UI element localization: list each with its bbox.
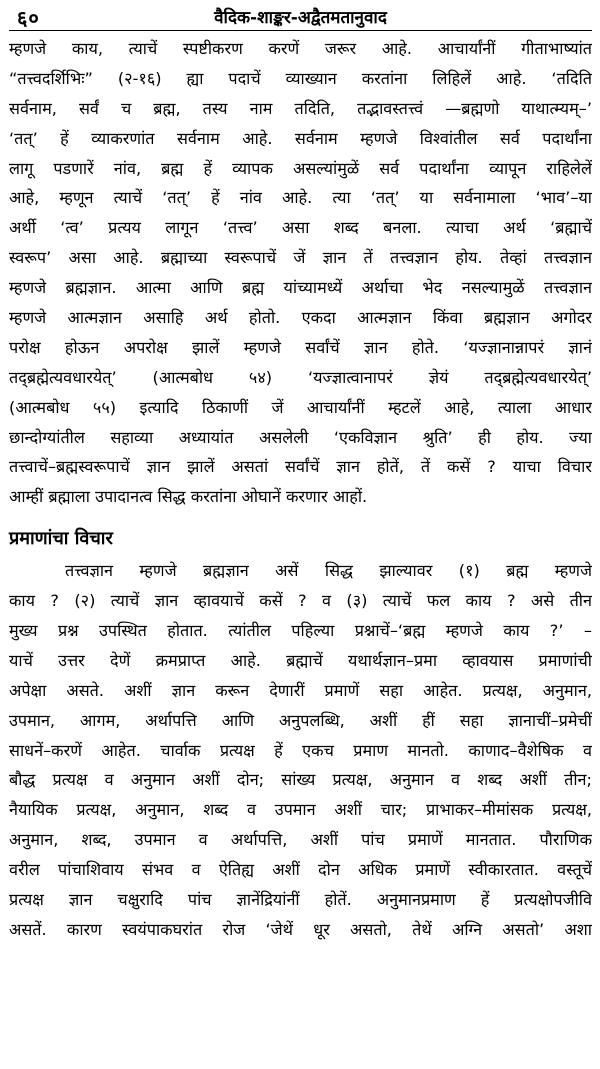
text-line: सर्वनाम, सर्वं च ब्रह्म, तस्य नाम तदिति, तद्भावस्तत्त्वं —ब्रह्मणो याथात्म्यम्–’ <box>9 98 592 118</box>
intro-paragraph <box>9 34 592 512</box>
text-line: “तत्त्वदर्शिभिः” (२-१६) ह्या पदाचें व्याख्यान करतांना लिहिलें आहे. ‘तदिति <box>9 68 592 88</box>
page-number: ६० <box>17 6 40 30</box>
running-title: वैदिक-शाङ्कर-अद्वैतमतानुवाद <box>214 8 387 28</box>
text-line: तत्त्वज्ञान म्हणजे ब्रह्मज्ञान असें सिद्ध झाल्यावर (१) ब्रह्म म्हणजे <box>65 561 592 581</box>
text-line: वरील पांचाशिवाय संभव व ऐतिह्य अशीं दोन अधिक प्रमाणें स्वीकारतात. वस्तूचें <box>9 860 592 880</box>
text-line: अनुमान, शब्द, उपमान व अर्थापत्ति, अशीं पांच प्रमाणें मानतात. पौराणिक <box>9 830 592 850</box>
text-line: (आत्मबोध ५५) इत्यादि ठिकाणीं जें आचार्यांनीं म्हटलें आहे, त्याला आधार <box>9 397 592 417</box>
text-line: तद्ब्रह्मेत्यवधारयेत्’ (आत्मबोध ५४) ‘यज्ज्ञात्वानापरं ज्ञेयं तद्ब्रह्मेत्यवधारयेत्’ <box>9 367 592 387</box>
text-line: म्हणजे आत्मज्ञान असाहि अर्थ होतो. एकदा आत्मज्ञान किंवा ब्रह्मज्ञान अगोदर <box>9 308 592 328</box>
text-line: ‘तत्’ हें व्याकरणांत सर्वनाम आहे. सर्वनाम म्हणजे विश्वांतील सर्व पदार्थांना <box>9 128 592 148</box>
text-line: लागू पडणारें नांव, ब्रह्म हें व्यापक असल्यांमुळें सर्व पदार्थांना व्यापून राहिलेलें <box>9 158 592 178</box>
page-header <box>9 0 592 31</box>
section-heading: प्रमाणांचा विचार <box>9 528 113 550</box>
text-line: तत्त्वाचें–ब्रह्मस्वरूपाचें ज्ञान झालें असतां सर्वांचें ज्ञान होतें, तें कसें ? याचा विचार <box>9 457 592 477</box>
text-line: बौद्ध प्रत्यक्ष व अनुमान अशीं दोन; सांख्य प्रत्यक्ष, अनुमान व शब्द अशीं तीन; <box>9 770 592 790</box>
text-line: साधनें–करणें आहेत. चार्वाक प्रत्यक्ष हें एकच प्रमाण मानतो. काणाद–वैशेषिक व <box>9 740 592 760</box>
text-line: याचें उत्तर देणें क्रमप्राप्त आहे. ब्रह्माचें यथार्थज्ञान–प्रमा व्हावयास प्रमाणांची <box>9 650 592 670</box>
text-line: असतें. कारण स्वयंपाकघरांत रोज ‘जेथें धूर असतो, तेथें अग्नि असतो’ अशा <box>9 919 592 939</box>
text-line: आहे, म्हणून त्याचें ‘तत्’ हें नांव आहे. त्या ‘तत्’ या सर्वनामाला ‘भाव’–या <box>9 188 592 208</box>
text-line: अर्थी ‘त्व’ प्रत्यय लागून ‘तत्त्व’ असा शब्द बनला. त्याचा अर्थ ‘ब्रह्माचें <box>9 218 592 238</box>
text-line: नैयायिक प्रत्यक्ष, अनुमान, शब्द व उपमान अशीं चार; प्राभाकर–मीमांसक प्रत्यक्ष, <box>9 800 592 820</box>
text-line: आम्हीं ब्रह्माला उपादानत्व सिद्ध करतांना ओघानें करणार आहों. <box>9 487 368 507</box>
section-paragraph <box>9 556 592 945</box>
text-line: मुख्य प्रश्न उपस्थित होतात. त्यांतील पहिल्या प्रश्नाचें–‘ब्रह्म म्हणजे काय ?’ – <box>9 621 592 641</box>
text-line: म्हणजे ब्रह्मज्ञान. आत्मा आणि ब्रह्म यांच्यामध्यें अर्थाचा भेद नसल्यामुळें तत्त्वज्ञान <box>9 278 592 298</box>
text-line: उपमान, आगम, अर्थापत्ति आणि अनुपलब्धि, अशीं हीं सहा ज्ञानाचीं–प्रमेचीं <box>9 710 592 730</box>
text-line: म्हणजे काय, त्याचें स्पष्टीकरण करणें जरूर आहे. आचार्यांनीं गीताभाष्यांत <box>9 39 592 58</box>
text-line: प्रत्यक्ष ज्ञान चक्षुरादि पांच ज्ञानेंद्रियांनीं होतें. अनुमानप्रमाण हें प्रत्यक्षोपजीवि <box>9 890 592 910</box>
text-line: काय ? (२) त्याचें ज्ञान व्हावयाचें कसें ? व (३) त्याचें फल काय ? असे तीन <box>9 591 592 611</box>
text-line: परोक्ष होऊन अपरोक्ष झालें म्हणजे सर्वांचें ज्ञान होते. ‘यज्ज्ञानान्नापरं ज्ञानं <box>9 337 592 357</box>
text-line: छान्दोग्यांतील सहाव्या अध्यायांत असलेली ‘एकविज्ञान श्रुति’ ही होय. ज्या <box>9 427 592 447</box>
text-line: स्वरूप’ असा आहे. ब्रह्माच्या स्वरूपाचें जें ज्ञान तें तत्त्वज्ञान होय. तेव्हां तत्त्वज्ञान <box>9 248 592 268</box>
text-line: अपेक्षा असते. अशीं ज्ञान करून देणारीं प्रमाणें सहा आहेत. प्रत्यक्ष, अनुमान, <box>9 680 592 700</box>
